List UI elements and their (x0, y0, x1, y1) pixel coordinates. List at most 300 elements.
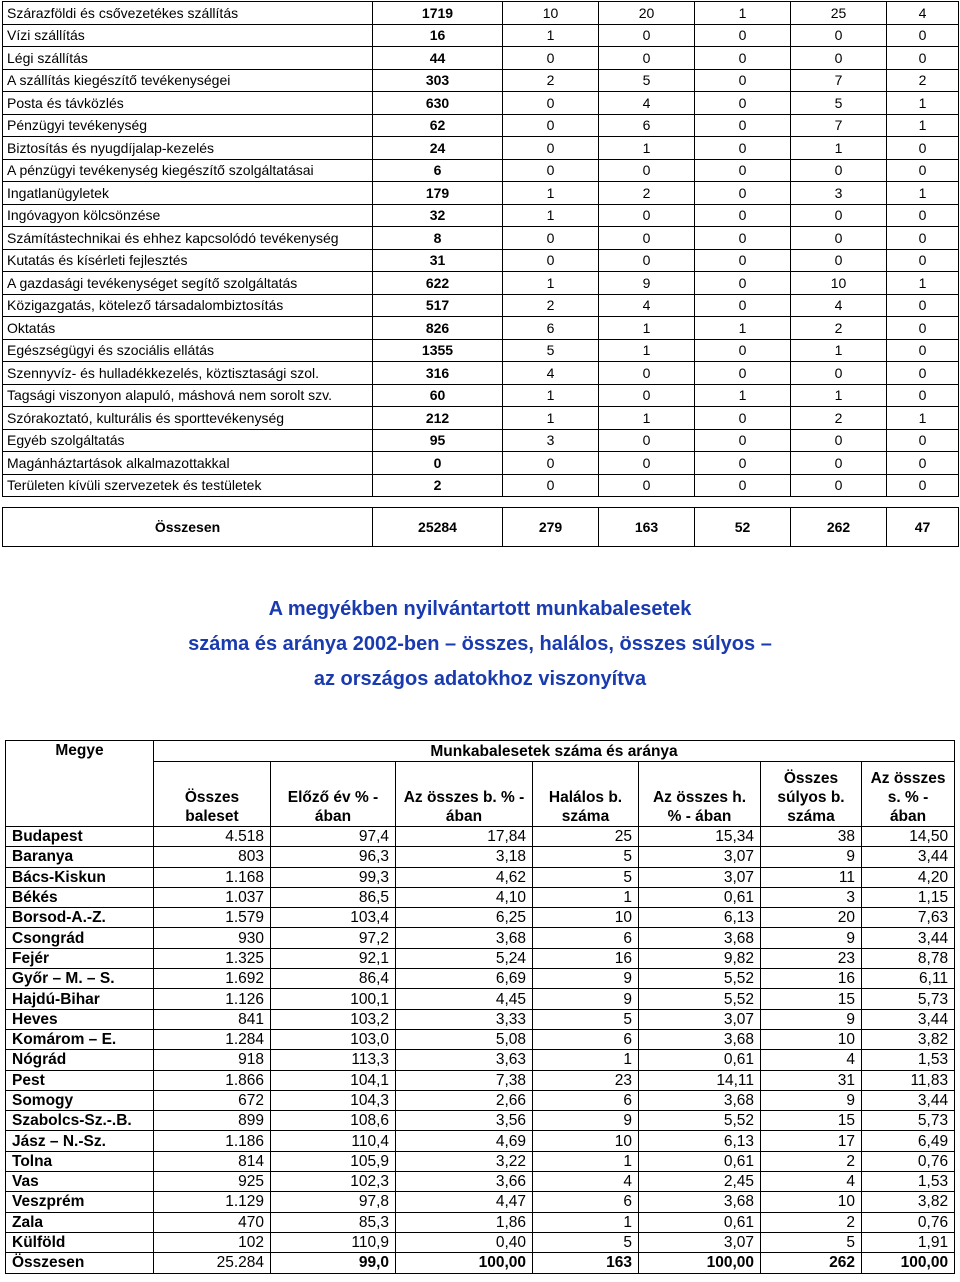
county-value: 5 (533, 1232, 639, 1252)
county-value: 5,08 (396, 1029, 533, 1049)
sum-value: 52 (695, 508, 791, 547)
county-value: 3,63 (396, 1050, 533, 1070)
table-row (3, 182, 959, 205)
county-value: 1 (533, 1050, 639, 1070)
county-value: 1.168 (154, 867, 271, 887)
county-name: Baranya (6, 847, 154, 867)
county-value: 3,07 (639, 847, 761, 867)
spacer-cell (791, 497, 887, 508)
sector-value: 0 (887, 429, 959, 452)
sector-value: 9 (599, 272, 695, 295)
sector-value: 1 (791, 137, 887, 160)
table-row (3, 24, 959, 47)
sector-value: 0 (695, 249, 791, 272)
sector-value: 3 (503, 429, 599, 452)
sector-value: 4 (791, 294, 887, 317)
header-group: Munkabalesetek száma és aránya (154, 741, 955, 762)
sector-value: 1 (887, 92, 959, 115)
sector-value: 1 (503, 384, 599, 407)
sum-value: Összesen (3, 508, 373, 547)
sector-value: 0 (887, 339, 959, 362)
sector-value: 1 (887, 407, 959, 430)
table-row (6, 1111, 955, 1131)
table-row (3, 2, 959, 25)
spacer-cell (887, 497, 959, 508)
county-value: 3 (761, 887, 862, 907)
county-value: 1 (533, 1151, 639, 1171)
sector-value: 1 (887, 272, 959, 295)
county-value: 6,25 (396, 908, 533, 928)
sector-value: 0 (695, 47, 791, 70)
sector-value: 0 (791, 249, 887, 272)
county-value: 3,33 (396, 1009, 533, 1029)
county-value: 8,78 (862, 948, 955, 968)
county-value: 3,22 (396, 1151, 533, 1171)
title-line-1: A megyékben nyilvántartott munkabalesetek (268, 598, 692, 620)
sector-value: 0 (695, 474, 791, 497)
table-row (3, 204, 959, 227)
sector-value: 0 (887, 159, 959, 182)
county-value: 108,6 (271, 1111, 396, 1131)
county-value: 3,44 (862, 1009, 955, 1029)
sector-label: Szórakoztató, kulturális és sporttevékenység (3, 407, 373, 430)
sector-value: 1 (599, 339, 695, 362)
county-value: 23 (533, 1070, 639, 1090)
sector-value: 5 (791, 92, 887, 115)
sum-value: 163 (599, 508, 695, 547)
county-name: Fejér (6, 948, 154, 968)
county-name: Zala (6, 1212, 154, 1232)
table-row (3, 294, 959, 317)
county-name: Hajdú-Bihar (6, 989, 154, 1009)
table-row (6, 1192, 955, 1212)
county-value: 5,73 (862, 989, 955, 1009)
county-name: Pest (6, 1070, 154, 1090)
total-value: 99,0 (271, 1253, 396, 1273)
county-value: 0,61 (639, 1050, 761, 1070)
sector-label: A pénzügyi tevékenység kiegészítő szolgáltatásai (3, 159, 373, 182)
sector-label: Magánháztartások alkalmazottakkal (3, 452, 373, 475)
sector-value: 0 (887, 24, 959, 47)
county-value: 1.325 (154, 948, 271, 968)
county-value: 9 (533, 969, 639, 989)
sector-value: 0 (695, 272, 791, 295)
county-value: 10 (761, 1192, 862, 1212)
sector-total: 316 (373, 362, 503, 385)
sector-value: 0 (887, 362, 959, 385)
sector-total: 826 (373, 317, 503, 340)
county-value: 3,07 (639, 1232, 761, 1252)
county-value: 6,13 (639, 908, 761, 928)
sector-value: 0 (503, 249, 599, 272)
table-row (3, 227, 959, 250)
county-value: 3,44 (862, 928, 955, 948)
column-header: Az összes s. % - ában (862, 762, 955, 827)
county-value: 9 (533, 1111, 639, 1131)
county-value: 20 (761, 908, 862, 928)
county-value: 104,3 (271, 1090, 396, 1110)
sector-label: Légi szállítás (3, 47, 373, 70)
title-line-3: az országos adatokhoz viszonyítva (313, 668, 647, 690)
sector-value: 1 (503, 272, 599, 295)
sector-value: 6 (503, 317, 599, 340)
table-row (6, 969, 955, 989)
county-value: 105,9 (271, 1151, 396, 1171)
total-value: 25.284 (154, 1253, 271, 1273)
sector-value: 10 (791, 272, 887, 295)
county-value: 11 (761, 867, 862, 887)
spacer-cell (373, 497, 503, 508)
county-value: 3,82 (862, 1192, 955, 1212)
sector-value: 0 (599, 249, 695, 272)
table-row (3, 159, 959, 182)
county-value: 5,52 (639, 989, 761, 1009)
table-row (6, 1090, 955, 1110)
county-value: 3,68 (396, 928, 533, 948)
county-name: Nógrád (6, 1050, 154, 1070)
table-row (3, 249, 959, 272)
sector-value: 0 (791, 204, 887, 227)
sector-value: 1 (503, 407, 599, 430)
sector-label: Területen kívüli szervezetek és testületek (3, 474, 373, 497)
sector-value: 2 (791, 407, 887, 430)
county-value: 4,69 (396, 1131, 533, 1151)
column-header: Az összes h. % - ában (639, 762, 761, 827)
county-name: Szabolcs-Sz.-.B. (6, 1111, 154, 1131)
sector-total: 8 (373, 227, 503, 250)
county-value: 1.692 (154, 969, 271, 989)
sector-total: 24 (373, 137, 503, 160)
county-value: 23 (761, 948, 862, 968)
sector-total: 31 (373, 249, 503, 272)
county-value: 102,3 (271, 1172, 396, 1192)
sector-value: 0 (695, 362, 791, 385)
sector-value: 3 (791, 182, 887, 205)
sector-value: 0 (599, 47, 695, 70)
county-value: 97,8 (271, 1192, 396, 1212)
sector-value: 1 (695, 384, 791, 407)
sector-value: 0 (695, 339, 791, 362)
county-value: 3,56 (396, 1111, 533, 1131)
report-title (0, 592, 960, 697)
sector-value: 0 (503, 137, 599, 160)
sector-value: 0 (599, 24, 695, 47)
sector-value: 0 (887, 137, 959, 160)
table-row (3, 339, 959, 362)
sector-value: 0 (695, 452, 791, 475)
sector-value: 0 (599, 159, 695, 182)
county-value: 4,47 (396, 1192, 533, 1212)
county-value: 3,68 (639, 928, 761, 948)
county-name: Vas (6, 1172, 154, 1192)
sector-value: 1 (599, 137, 695, 160)
sector-value: 0 (887, 452, 959, 475)
sector-value: 0 (791, 47, 887, 70)
sector-value: 2 (503, 69, 599, 92)
county-value: 16 (761, 969, 862, 989)
table-row (3, 137, 959, 160)
county-value: 1,86 (396, 1212, 533, 1232)
county-name: Győr – M. – S. (6, 969, 154, 989)
county-value: 3,44 (862, 1090, 955, 1110)
county-value: 2,66 (396, 1090, 533, 1110)
sector-value: 1 (503, 24, 599, 47)
county-value: 3,07 (639, 1009, 761, 1029)
county-value: 1,15 (862, 887, 955, 907)
table-row (6, 908, 955, 928)
county-value: 6 (533, 1192, 639, 1212)
table-row (6, 867, 955, 887)
sector-value: 0 (695, 24, 791, 47)
county-value: 470 (154, 1212, 271, 1232)
sector-value: 0 (887, 317, 959, 340)
sector-label: Egészségügyi és szociális ellátás (3, 339, 373, 362)
county-value: 5,52 (639, 969, 761, 989)
county-value: 3,68 (639, 1090, 761, 1110)
county-value: 14,11 (639, 1070, 761, 1090)
county-name: Bács-Kiskun (6, 867, 154, 887)
sector-value: 0 (887, 227, 959, 250)
sector-label: A gazdasági tevékenységet segítő szolgáltatás (3, 272, 373, 295)
column-header: Előző év % - ában (271, 762, 396, 827)
county-value: 96,3 (271, 847, 396, 867)
sector-value: 0 (503, 47, 599, 70)
county-value: 6 (533, 928, 639, 948)
sector-value: 7 (791, 69, 887, 92)
county-value: 3,68 (639, 1029, 761, 1049)
county-value: 4,45 (396, 989, 533, 1009)
sector-total: 44 (373, 47, 503, 70)
sector-value: 0 (695, 92, 791, 115)
county-value: 3,66 (396, 1172, 533, 1192)
title-line-2: száma és aránya 2002-ben – összes, halálos, összes súlyos – (188, 633, 772, 655)
county-value: 2 (761, 1151, 862, 1171)
county-value: 6,11 (862, 969, 955, 989)
county-value: 103,2 (271, 1009, 396, 1029)
table-row (3, 474, 959, 497)
total-value: 163 (533, 1253, 639, 1273)
county-value: 841 (154, 1009, 271, 1029)
sector-value: 0 (503, 474, 599, 497)
county-value: 814 (154, 1151, 271, 1171)
county-name: Komárom – E. (6, 1029, 154, 1049)
county-value: 86,5 (271, 887, 396, 907)
county-value: 3,18 (396, 847, 533, 867)
county-value: 6 (533, 1090, 639, 1110)
sector-label: Szárazföldi és csővezetékes szállítás (3, 2, 373, 25)
county-value: 2,45 (639, 1172, 761, 1192)
sector-value: 2 (503, 294, 599, 317)
sum-value: 262 (791, 508, 887, 547)
sector-value: 0 (791, 452, 887, 475)
table-row (6, 887, 955, 907)
county-value: 1.284 (154, 1029, 271, 1049)
table-row (3, 69, 959, 92)
county-value: 0,61 (639, 887, 761, 907)
county-value: 15 (761, 989, 862, 1009)
county-value: 14,50 (862, 827, 955, 847)
sector-label: Ingatlanügyletek (3, 182, 373, 205)
county-value: 3,44 (862, 847, 955, 867)
sector-label: Tagsági viszonyon alapuló, máshová nem sorolt szv. (3, 384, 373, 407)
total-row (6, 1253, 955, 1273)
table-row (3, 92, 959, 115)
table-row (3, 47, 959, 70)
sum-value: 279 (503, 508, 599, 547)
column-header: Halálos b. száma (533, 762, 639, 827)
sector-total: 517 (373, 294, 503, 317)
table-row (3, 407, 959, 430)
sector-label: Posta és távközlés (3, 92, 373, 115)
sector-label: Szennyvíz- és hulladékkezelés, köztisztasági szol. (3, 362, 373, 385)
sector-value: 0 (887, 204, 959, 227)
sector-value: 0 (599, 362, 695, 385)
sector-label: Ingóvagyon kölcsönzése (3, 204, 373, 227)
county-value: 103,4 (271, 908, 396, 928)
county-value: 3,82 (862, 1029, 955, 1049)
county-value: 10 (761, 1029, 862, 1049)
sector-value: 0 (695, 114, 791, 137)
sector-value: 4 (599, 294, 695, 317)
sector-value: 0 (695, 294, 791, 317)
county-value: 104,1 (271, 1070, 396, 1090)
county-value: 1 (533, 1212, 639, 1232)
table-row (3, 114, 959, 137)
sector-value: 0 (503, 452, 599, 475)
county-value: 1,53 (862, 1050, 955, 1070)
total-value: 100,00 (639, 1253, 761, 1273)
sector-value: 4 (503, 362, 599, 385)
sector-value: 0 (887, 474, 959, 497)
sector-value: 5 (503, 339, 599, 362)
county-value: 9 (761, 847, 862, 867)
sector-value: 0 (503, 92, 599, 115)
sector-value: 1 (503, 204, 599, 227)
sector-value: 10 (503, 2, 599, 25)
county-value: 930 (154, 928, 271, 948)
sector-label: Számítástechnikai és ehhez kapcsolódó tevékenység (3, 227, 373, 250)
table-row (6, 928, 955, 948)
county-value: 3,07 (639, 867, 761, 887)
table-row (3, 452, 959, 475)
sector-value: 0 (695, 227, 791, 250)
sector-value: 0 (791, 474, 887, 497)
sector-value: 1 (599, 317, 695, 340)
spacer-cell (695, 497, 791, 508)
sector-label: Pénzügyi tevékenység (3, 114, 373, 137)
county-name: Somogy (6, 1090, 154, 1110)
table-row (3, 429, 959, 452)
sector-value: 1 (791, 384, 887, 407)
county-value: 102 (154, 1232, 271, 1252)
county-value: 4 (533, 1172, 639, 1192)
county-value: 5,52 (639, 1111, 761, 1131)
sector-value: 1 (503, 182, 599, 205)
table-row (6, 1009, 955, 1029)
table-row (6, 948, 955, 968)
table-row (3, 317, 959, 340)
county-name: Veszprém (6, 1192, 154, 1212)
county-value: 7,63 (862, 908, 955, 928)
column-header: Összes súlyos b. száma (761, 762, 862, 827)
sector-value: 0 (695, 69, 791, 92)
county-value: 1 (533, 887, 639, 907)
county-value: 97,2 (271, 928, 396, 948)
county-value: 15,34 (639, 827, 761, 847)
county-name: Csongrád (6, 928, 154, 948)
sector-value: 4 (599, 92, 695, 115)
sector-total: 622 (373, 272, 503, 295)
county-value: 899 (154, 1111, 271, 1131)
sector-value: 0 (791, 24, 887, 47)
table-row (6, 847, 955, 867)
sector-value: 4 (887, 2, 959, 25)
county-value: 1.129 (154, 1192, 271, 1212)
sector-value: 0 (791, 159, 887, 182)
table-row (6, 1151, 955, 1171)
county-value: 6,69 (396, 969, 533, 989)
county-value: 4 (761, 1050, 862, 1070)
sector-label: Vízi szállítás (3, 24, 373, 47)
sector-value: 0 (503, 159, 599, 182)
sector-value: 0 (791, 429, 887, 452)
sector-value: 0 (695, 407, 791, 430)
sector-label: Közigazgatás, kötelező társadalombiztosítás (3, 294, 373, 317)
sector-total: 6 (373, 159, 503, 182)
county-value: 5 (533, 1009, 639, 1029)
county-value: 803 (154, 847, 271, 867)
county-value: 1.126 (154, 989, 271, 1009)
county-value: 2 (761, 1212, 862, 1232)
county-value: 4 (761, 1172, 862, 1192)
county-value: 9,82 (639, 948, 761, 968)
sector-value: 0 (791, 362, 887, 385)
county-value: 5 (533, 847, 639, 867)
county-value: 0,61 (639, 1151, 761, 1171)
sector-label: Egyéb szolgáltatás (3, 429, 373, 452)
county-value: 10 (533, 1131, 639, 1151)
sector-value: 2 (887, 69, 959, 92)
county-value: 100,1 (271, 989, 396, 1009)
column-header: Összes baleset (154, 762, 271, 827)
table-row (6, 1131, 955, 1151)
county-value: 85,3 (271, 1212, 396, 1232)
sector-total: 179 (373, 182, 503, 205)
county-value: 97,4 (271, 827, 396, 847)
sector-value: 1 (695, 317, 791, 340)
sector-value: 0 (791, 227, 887, 250)
sector-value: 1 (887, 182, 959, 205)
sector-total: 95 (373, 429, 503, 452)
county-value: 113,3 (271, 1050, 396, 1070)
county-value: 0,61 (639, 1212, 761, 1232)
sector-total: 1355 (373, 339, 503, 362)
county-value: 9 (761, 928, 862, 948)
table-row (6, 1172, 955, 1192)
sector-value: 0 (695, 182, 791, 205)
county-value: 17,84 (396, 827, 533, 847)
sector-value: 2 (791, 317, 887, 340)
county-name: Heves (6, 1009, 154, 1029)
table-row (3, 272, 959, 295)
sector-value: 0 (503, 114, 599, 137)
county-value: 1,91 (862, 1232, 955, 1252)
county-value: 92,1 (271, 948, 396, 968)
sector-value: 2 (599, 182, 695, 205)
county-value: 4,20 (862, 867, 955, 887)
county-value: 17 (761, 1131, 862, 1151)
spacer-cell (599, 497, 695, 508)
